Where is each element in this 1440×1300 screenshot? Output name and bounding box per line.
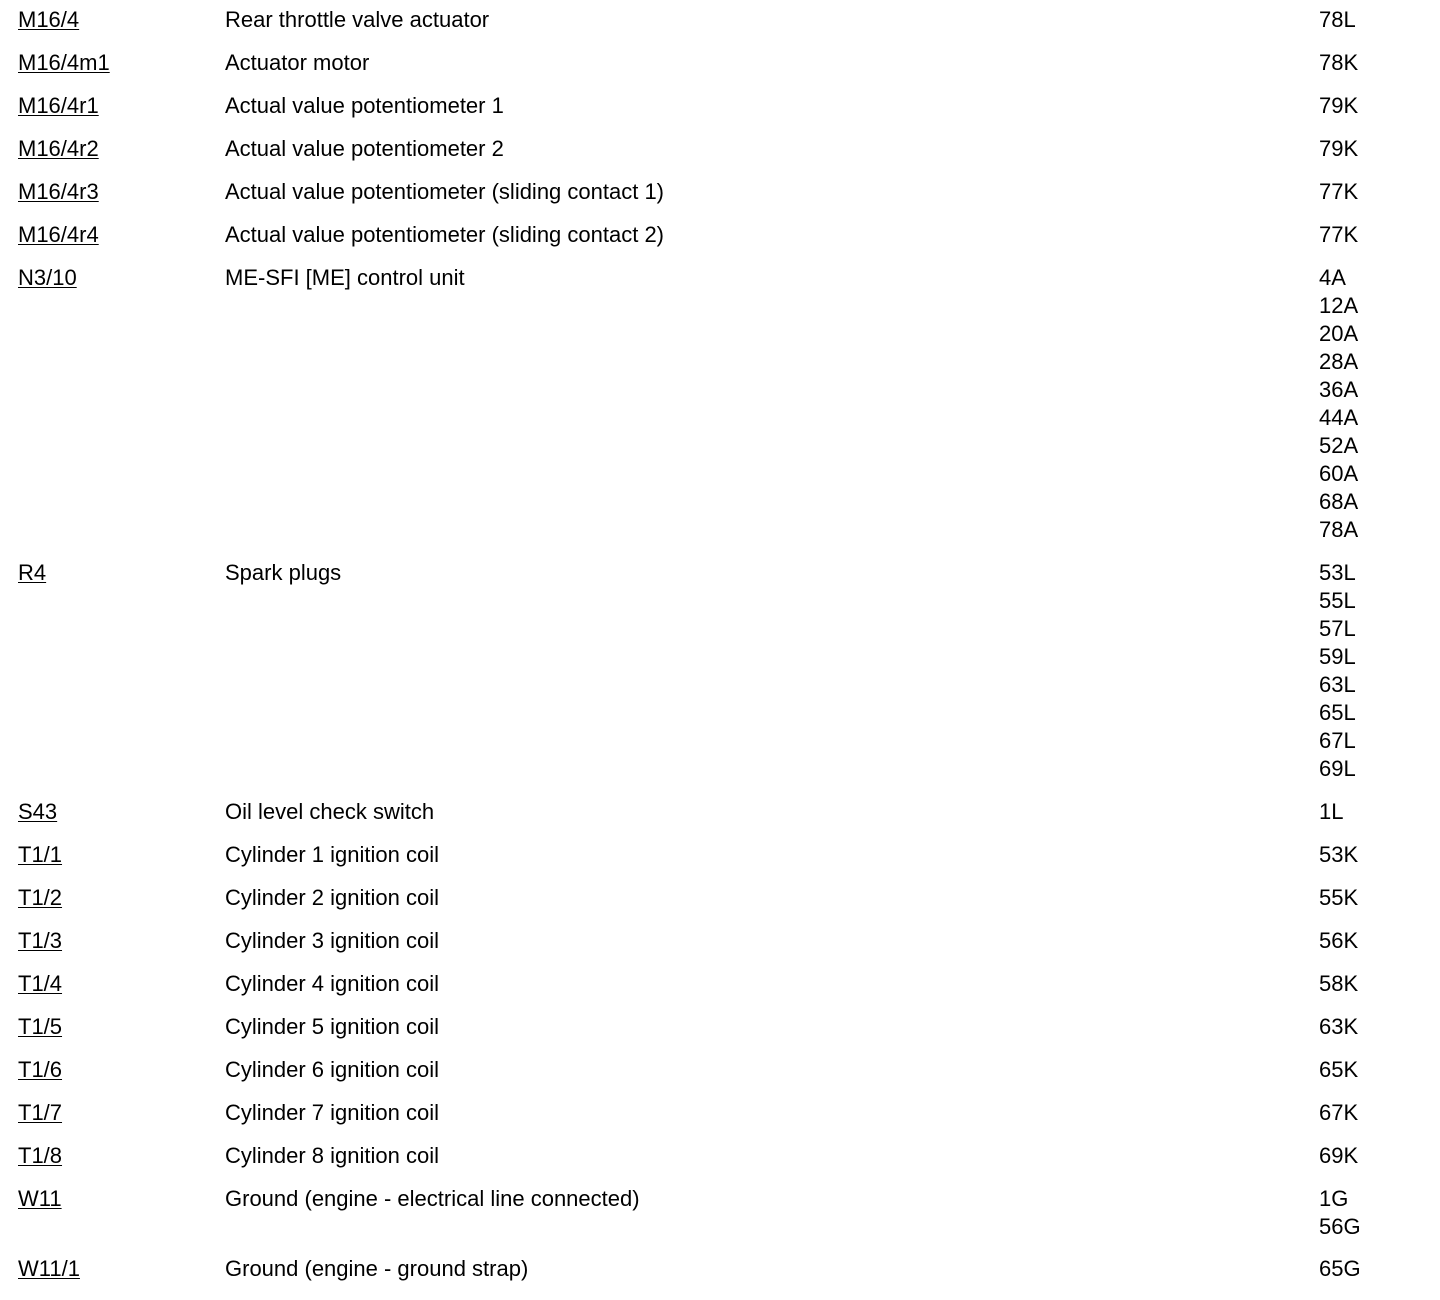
grid-location: 44A: [1319, 405, 1359, 430]
legend-row: [18, 221, 1428, 249]
grid-locations: [1319, 1185, 1361, 1241]
legend-row: [18, 559, 1428, 783]
grid-locations: [1319, 841, 1358, 869]
legend-row: [18, 6, 1428, 34]
component-code-link[interactable]: T1/1: [18, 842, 63, 867]
grid-locations: [1319, 1142, 1358, 1170]
grid-locations: [1319, 884, 1358, 912]
component-code-link[interactable]: M16/4: [18, 7, 80, 32]
grid-location: 60A: [1319, 461, 1359, 486]
component-code-link[interactable]: N3/10: [18, 265, 77, 290]
component-code-link[interactable]: M16/4r3: [18, 179, 99, 204]
component-code-cell: [18, 884, 225, 912]
component-code-cell: [18, 264, 225, 292]
component-description: ME-SFI [ME] control unit: [225, 265, 465, 290]
legend-row: [18, 1255, 1428, 1283]
component-code-cell: [18, 798, 225, 826]
legend-row: [18, 1185, 1428, 1241]
component-code-link[interactable]: M16/4r2: [18, 136, 99, 161]
grid-location: 68A: [1319, 489, 1359, 514]
component-code-cell: [18, 841, 225, 869]
component-description: Actuator motor: [225, 50, 370, 75]
component-code-cell: [18, 1185, 225, 1213]
grid-location: 20A: [1319, 321, 1359, 346]
component-code-link[interactable]: T1/5: [18, 1014, 63, 1039]
grid-location: 77K: [1319, 179, 1359, 204]
grid-location: 55K: [1319, 885, 1359, 910]
component-code-link[interactable]: M16/4r1: [18, 93, 99, 118]
grid-locations: [1319, 221, 1358, 249]
component-code-cell: [18, 178, 225, 206]
component-description: Ground (engine - ground strap): [225, 1256, 529, 1281]
legend-row: [18, 970, 1428, 998]
grid-location: 52A: [1319, 433, 1359, 458]
legend-row: [18, 1056, 1428, 1084]
grid-location: 79K: [1319, 93, 1359, 118]
component-description: Cylinder 1 ignition coil: [225, 842, 439, 867]
component-description: Actual value potentiometer (sliding contact 2): [225, 222, 665, 247]
grid-location: 67K: [1319, 1100, 1359, 1125]
component-description: Cylinder 5 ignition coil: [225, 1014, 439, 1039]
component-code-cell: [18, 221, 225, 249]
grid-location: 28A: [1319, 349, 1359, 374]
component-code-cell: [18, 1013, 225, 1041]
component-description: Ground (engine - electrical line connected): [225, 1186, 640, 1211]
component-code-link[interactable]: T1/4: [18, 971, 63, 996]
grid-location: 1G: [1319, 1186, 1349, 1211]
component-description: Actual value potentiometer 2: [225, 136, 504, 161]
legend-row: [18, 178, 1428, 206]
component-code-cell: [18, 49, 225, 77]
grid-location: 55L: [1319, 588, 1356, 613]
component-code-link[interactable]: T1/2: [18, 885, 63, 910]
legend-row: [18, 1013, 1428, 1041]
legend-row: [18, 264, 1428, 544]
component-code-cell: [18, 970, 225, 998]
legend-row: [18, 49, 1428, 77]
component-description: Oil level check switch: [225, 799, 435, 824]
grid-location: 78A: [1319, 517, 1359, 542]
grid-location: 63K: [1319, 1014, 1359, 1039]
component-code-cell: [18, 1056, 225, 1084]
component-code-cell: [18, 1255, 225, 1283]
grid-location: 56K: [1319, 928, 1359, 953]
component-description: Rear throttle valve actuator: [225, 7, 490, 32]
component-description: Actual value potentiometer (sliding contact 1): [225, 179, 665, 204]
grid-location: 78L: [1319, 7, 1356, 32]
component-code-cell: [18, 1142, 225, 1170]
component-description: Cylinder 8 ignition coil: [225, 1143, 439, 1168]
component-code-link[interactable]: W11: [18, 1186, 62, 1211]
grid-locations: [1319, 1056, 1358, 1084]
component-description: Actual value potentiometer 1: [225, 93, 504, 118]
component-code-link[interactable]: M16/4r4: [18, 222, 99, 247]
component-code-link[interactable]: W11/1: [18, 1256, 80, 1281]
component-code-cell: [18, 927, 225, 955]
grid-location: 1L: [1319, 799, 1344, 824]
grid-locations: [1319, 1099, 1358, 1127]
grid-locations: [1319, 970, 1358, 998]
component-code-cell: [18, 6, 225, 34]
grid-locations: [1319, 92, 1358, 120]
legend-row: [18, 927, 1428, 955]
grid-location: 67L: [1319, 728, 1356, 753]
grid-location: 57L: [1319, 616, 1356, 641]
component-code-link[interactable]: T1/7: [18, 1100, 63, 1125]
grid-locations: [1319, 135, 1358, 163]
grid-locations: [1319, 1013, 1358, 1041]
grid-location: 65K: [1319, 1057, 1359, 1082]
legend-row: [18, 841, 1428, 869]
grid-location: 56G: [1319, 1214, 1361, 1239]
legend-row: [18, 1142, 1428, 1170]
grid-locations: [1319, 178, 1358, 206]
grid-location: 69K: [1319, 1143, 1359, 1168]
component-description: Cylinder 3 ignition coil: [225, 928, 439, 953]
grid-location: 58K: [1319, 971, 1359, 996]
component-code-link[interactable]: T1/6: [18, 1057, 63, 1082]
grid-location: 65G: [1319, 1256, 1361, 1281]
component-code-link[interactable]: T1/8: [18, 1143, 63, 1168]
grid-location: 53L: [1319, 560, 1356, 585]
component-description: Cylinder 2 ignition coil: [225, 885, 439, 910]
grid-locations: [1319, 1255, 1361, 1283]
grid-location: 69L: [1319, 756, 1356, 781]
component-code-cell: [18, 559, 225, 587]
grid-location: 53K: [1319, 842, 1359, 867]
grid-locations: [1319, 264, 1358, 544]
component-code-cell: [18, 1099, 225, 1127]
component-description: Spark plugs: [225, 560, 342, 585]
grid-location: 59L: [1319, 644, 1356, 669]
grid-locations: [1319, 6, 1356, 34]
legend-row: [18, 1099, 1428, 1127]
component-code-link[interactable]: S43: [18, 799, 58, 824]
grid-location: 79K: [1319, 136, 1359, 161]
component-code-link[interactable]: R4: [18, 560, 47, 585]
component-legend: [18, 6, 1428, 1283]
component-code-cell: [18, 92, 225, 120]
component-description: Cylinder 4 ignition coil: [225, 971, 439, 996]
legend-row: [18, 884, 1428, 912]
legend-row: [18, 92, 1428, 120]
grid-locations: [1319, 798, 1343, 826]
grid-locations: [1319, 559, 1356, 783]
component-code-link[interactable]: T1/3: [18, 928, 63, 953]
grid-location: 77K: [1319, 222, 1359, 247]
grid-location: 78K: [1319, 50, 1359, 75]
legend-row: [18, 798, 1428, 826]
component-description: Cylinder 7 ignition coil: [225, 1100, 439, 1125]
component-code-cell: [18, 135, 225, 163]
component-code-link[interactable]: M16/4m1: [18, 50, 110, 75]
legend-row: [18, 135, 1428, 163]
grid-location: 63L: [1319, 672, 1356, 697]
grid-location: 4A: [1319, 265, 1346, 290]
grid-location: 12A: [1319, 293, 1359, 318]
component-description: Cylinder 6 ignition coil: [225, 1057, 439, 1082]
grid-location: 65L: [1319, 700, 1356, 725]
grid-locations: [1319, 927, 1358, 955]
grid-location: 36A: [1319, 377, 1359, 402]
grid-locations: [1319, 49, 1358, 77]
